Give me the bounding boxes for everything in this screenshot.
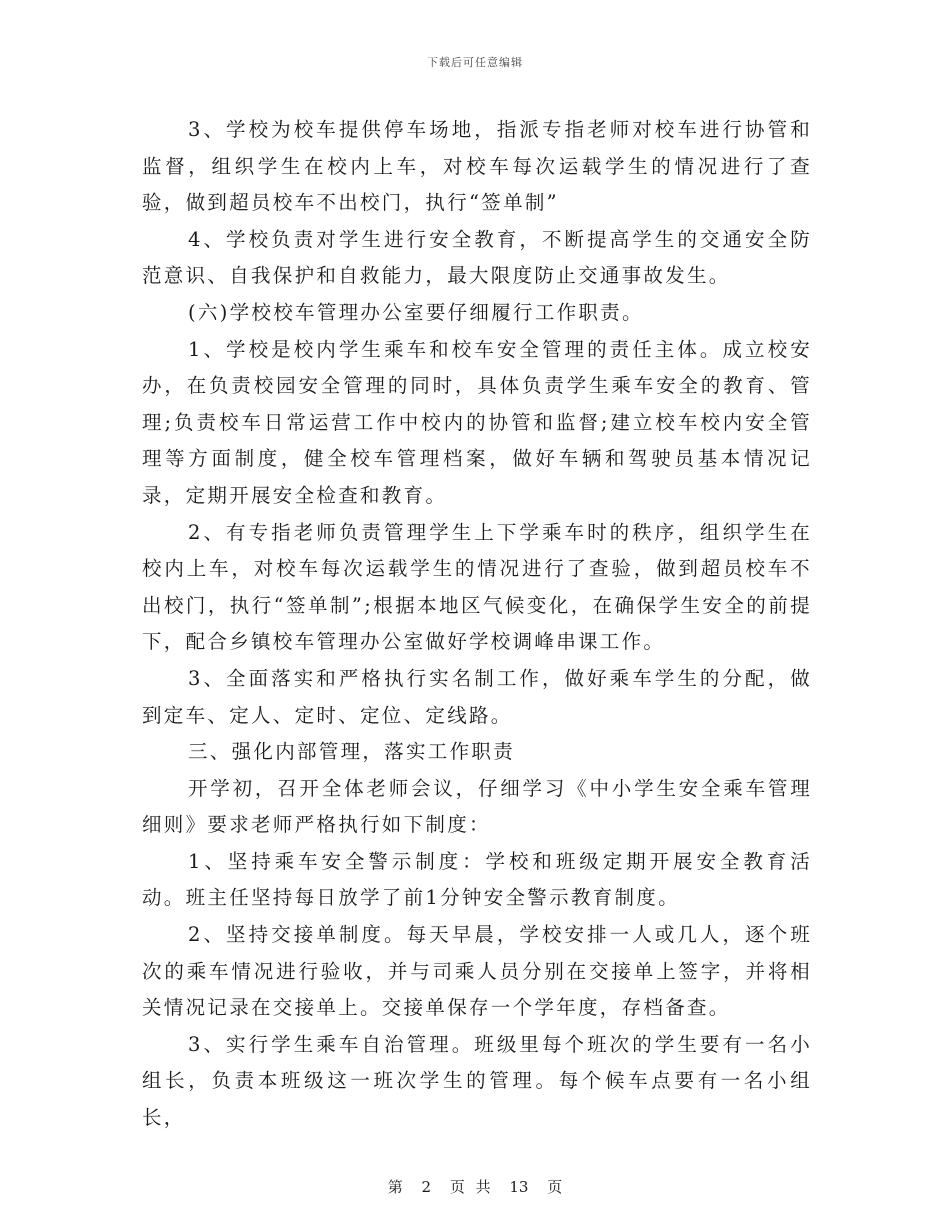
- paragraph: 3、学校为校车提供停车场地，指派专指老师对校车进行协管和监督，组织学生在校内上车，对校车每次运载学生的情况进行了查验，做到超员校车不出校门，执行“签单制”: [142, 118, 812, 215]
- page-footer: [0, 1176, 950, 1197]
- total-pages-number: 13: [509, 1178, 529, 1196]
- section-heading: 三、强化内部管理，落实工作职责: [188, 740, 516, 764]
- page-label-mid: 页 共: [449, 1178, 491, 1196]
- paragraph: 4、学校负责对学生进行安全教育，不断提高学生的交通安全防范意识、自我保护和自救能力，最大限度防止交通事故发生。: [142, 227, 812, 288]
- paragraph: 2、有专指老师负责管理学生上下学乘车时的秩序，组织学生在校内上车，对校车每次运载学生的情况进行了查验，做到超员校车不出校门，执行“签单制”;根据本地区气候变化，在确保学生安全的前提下，配合乡镇校车管理办公室做好学校调峰串课工作。: [142, 520, 812, 654]
- paragraph: 1、学校是校内学生乘车和校车安全管理的责任主体。成立校安办，在负责校园安全管理的同时，具体负责学生乘车安全的教育、管理;负责校车日常运营工作中校内的协管和监督;建立校车校内安全管理等方面制度，健全校车管理档案，做好车辆和驾驶员基本情况记录，定期开展安全检查和教育。: [142, 337, 812, 507]
- page-label-suffix: 页: [547, 1178, 563, 1196]
- page-header: 下载后可任意编辑: [427, 56, 523, 69]
- section-subheading: (六)学校校车管理办公室要仔细履行工作职责。: [188, 300, 644, 324]
- document-body: [142, 112, 812, 1137]
- page-label-prefix: 第: [387, 1178, 403, 1196]
- paragraph: 1、坚持乘车安全警示制度：学校和班级定期开展安全教育活动。班主任坚持每日放学了前1分钟安全警示教育制度。: [142, 849, 812, 910]
- paragraph: 3、全面落实和严格执行实名制工作，做好乘车学生的分配，做到定车、定人、定时、定位、定线路。: [142, 666, 812, 727]
- paragraph: 2、坚持交接单制度。每天早晨，学校安排一人或几人，逐个班次的乘车情况进行验收，并与司乘人员分别在交接单上签字，并将相关情况记录在交接单上。交接单保存一个学年度，存档备查。: [142, 923, 812, 1020]
- current-page-number: 2: [421, 1178, 432, 1196]
- paragraph: 开学初，召开全体老师会议，仔细学习《中小学生安全乘车管理细则》要求老师严格执行如下制度：: [142, 776, 812, 837]
- paragraph: 3、实行学生乘车自治管理。班级里每个班次的学生要有一名小组长，负责本班级这一班次学生的管理。每个候车点要有一名小组长，: [142, 1032, 812, 1130]
